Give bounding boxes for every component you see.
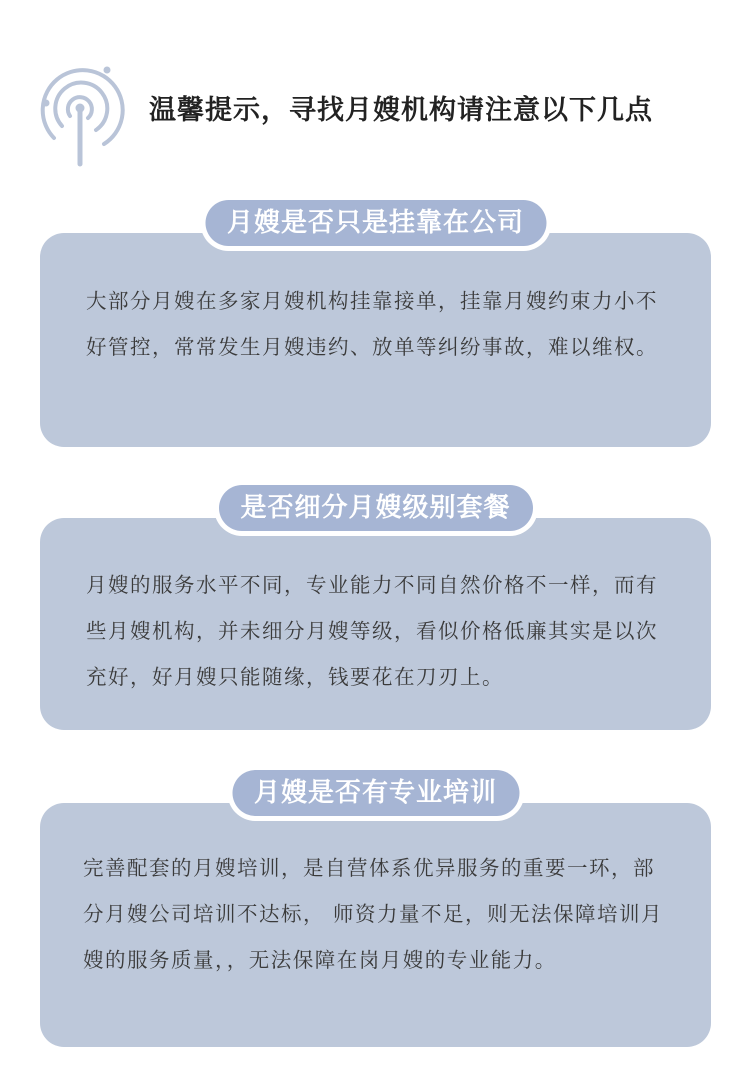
header <box>0 0 750 180</box>
section-card-levels <box>40 493 711 730</box>
section-card-training <box>40 778 711 1047</box>
section-body: 月嫂的服务水平不同，专业能力不同自然价格不一样，而有些月嫂机构，并未细分月嫂等级，看似价格低廉其实是以次充好，好月嫂只能随缘，钱要花在刀刃上。 <box>86 573 658 689</box>
section-title: 是否细分月嫂级别套餐 <box>218 485 532 531</box>
section-card-affiliation <box>40 208 711 447</box>
signal-broadcast-icon <box>30 60 130 170</box>
section-title: 月嫂是否有专业培训 <box>232 770 519 816</box>
section-title-pill <box>227 765 524 821</box>
section-title-pill <box>213 480 537 536</box>
section-title: 月嫂是否只是挂靠在公司 <box>205 200 546 246</box>
page-title: 温馨提示，寻找月嫂机构请注意以下几点 <box>149 95 653 126</box>
section-title-pill <box>200 195 551 251</box>
section-body: 大部分月嫂在多家月嫂机构挂靠接单，挂靠月嫂约束力小不好管控，常常发生月嫂违约、放单等纠纷事故，难以维权。 <box>86 289 658 359</box>
section-body: 完善配套的月嫂培训，是自营体系优异服务的重要一环，部分月嫂公司培训不达标， 师资力量不足，则无法保障培训月嫂的服务质量，，无法保障在岗月嫂的专业能力。 <box>83 856 664 972</box>
